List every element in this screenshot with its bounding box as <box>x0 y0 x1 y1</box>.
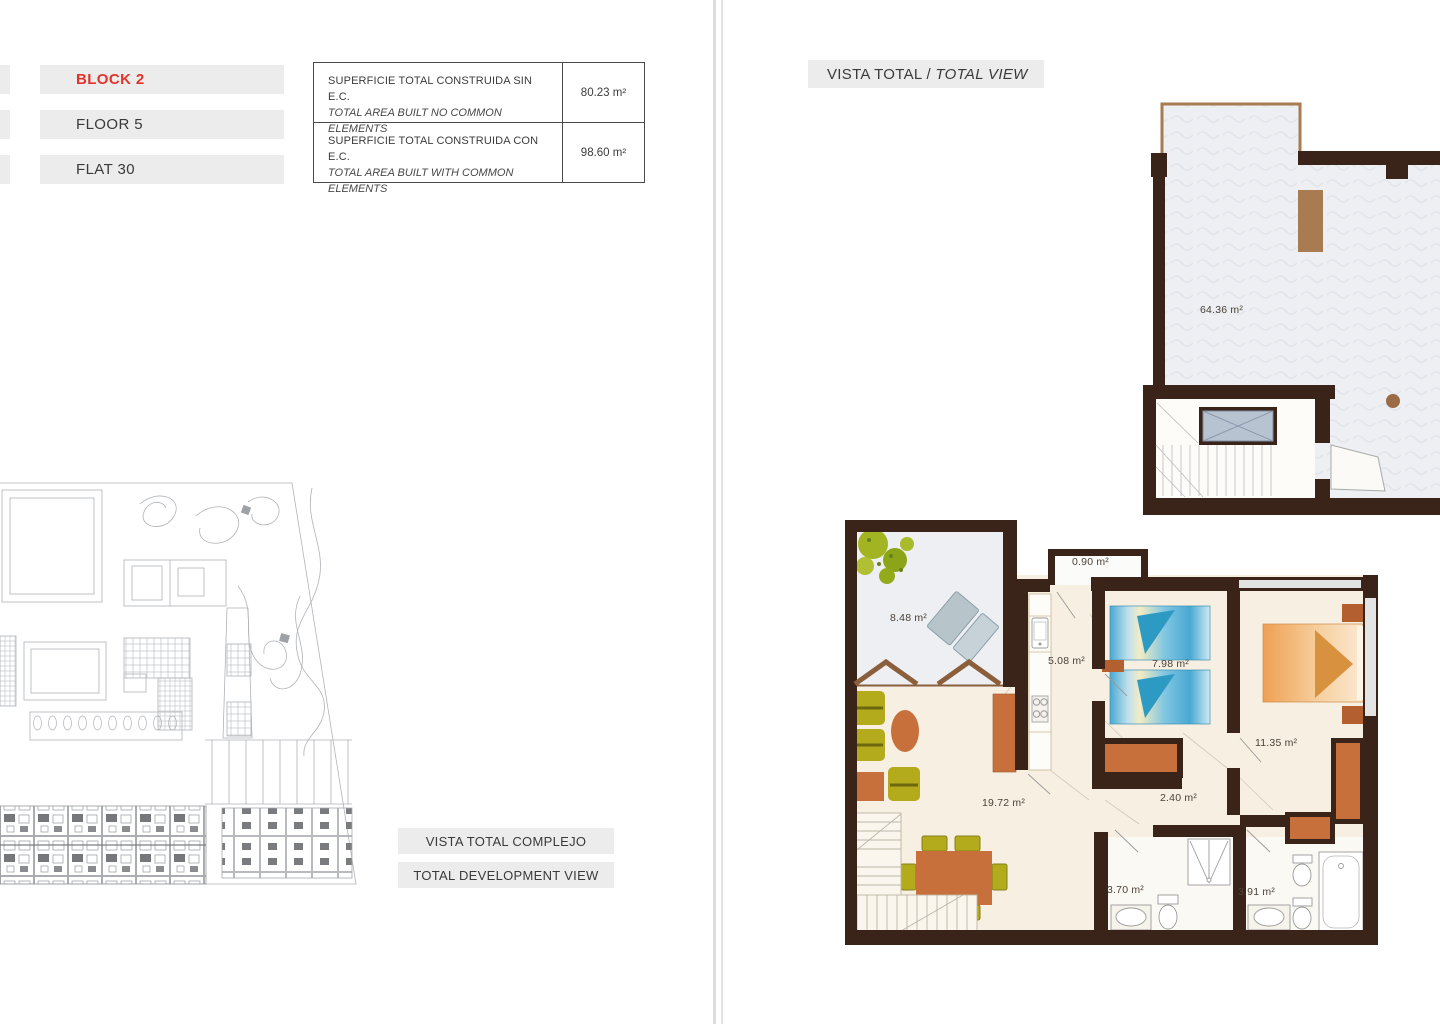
total-view-header <box>808 60 1044 88</box>
site-caption-es: VISTA TOTAL COMPLEJO <box>398 828 614 854</box>
area-label-en: TOTAL AREA BUILT WITH COMMON ELEMENTS <box>328 167 514 195</box>
site-plan-drawing <box>0 476 378 892</box>
edge-stub <box>0 65 10 94</box>
roof-plan-drawing <box>1143 95 1440 530</box>
header-en: TOTAL VIEW <box>935 65 1028 83</box>
area-label-en: TOTAL AREA BUILT NO COMMON ELEMENTS <box>328 107 502 135</box>
header-es: VISTA TOTAL / <box>827 65 936 83</box>
floor-tag: FLOOR 5 <box>40 110 284 139</box>
edge-stub <box>0 110 10 139</box>
bath1-area-label: 3.70 m² <box>1107 884 1144 896</box>
table-row <box>314 63 644 135</box>
area-label-es: SUPERFICIE TOTAL CONSTRUIDA SIN E.C. <box>328 75 533 103</box>
area-value: 80.23 m² <box>580 86 627 99</box>
kitchen-area-label: 5.08 m² <box>1048 655 1085 667</box>
area-summary-table <box>313 62 645 195</box>
block-tag: BLOCK 2 <box>40 65 284 94</box>
bedroom2-top-window <box>1239 580 1361 588</box>
area-label-es: SUPERFICIE TOTAL CONSTRUIDA CON E.C. <box>328 135 539 163</box>
site-caption-en: TOTAL DEVELOPMENT VIEW <box>398 862 614 888</box>
area-value: 98.60 m² <box>580 146 627 159</box>
table-row <box>314 122 644 195</box>
living-area-label: 19.72 m² <box>982 797 1026 809</box>
page-divider <box>713 0 716 1024</box>
flat-tag: FLAT 30 <box>40 155 284 184</box>
roof-area-label: 64.36 m² <box>1200 304 1244 316</box>
bedroom2-area-label: 11.35 m² <box>1255 737 1298 749</box>
bedroom1-area-label: 7.98 m² <box>1152 658 1189 670</box>
terrace-area-label: 8.48 m² <box>890 612 927 624</box>
hall-area-label: 2.40 m² <box>1160 792 1197 804</box>
bath2-area-label: 3.91 m² <box>1238 886 1275 898</box>
kitchen-counter <box>1029 594 1051 770</box>
page-divider <box>721 0 723 1024</box>
edge-stub <box>0 155 10 184</box>
balcony-area-label: 0.90 m² <box>1072 556 1109 568</box>
bedroom2-side-window <box>1365 598 1376 716</box>
